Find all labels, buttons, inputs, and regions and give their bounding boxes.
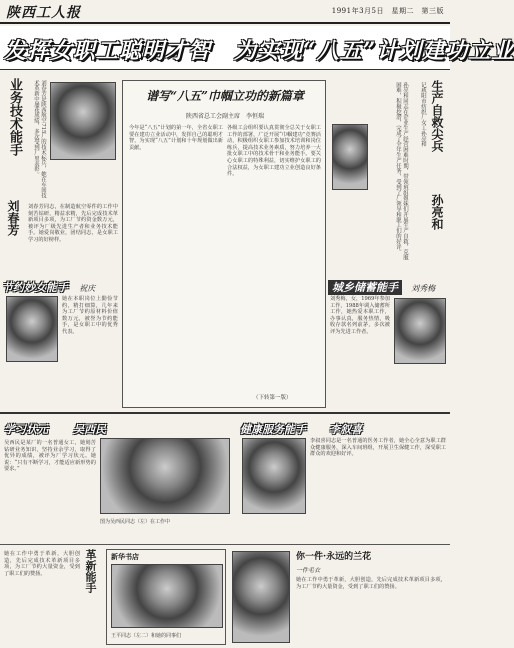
thrift-body: 她在本职岗位上勤俭节约，精打细算，几年来为工厂节约原材料价值数万元，被誉为节约能手，是女职工中的优秀代表。 [62, 296, 118, 335]
thrift-title-bar [2, 276, 118, 294]
headline-text: 发挥女职工聪明才智 为实现“八五”计划建功立业 [4, 38, 514, 64]
innovation-title: 革新能手 [84, 549, 97, 593]
right-profile-photo [332, 124, 368, 190]
right-profile-body: 孙亮和同志在企业生产经营困难时期，带领班组姐妹们开展生产自救，克服困难，积极挖潜，完成了全年生产任务，受到了厂领导和职工们的好评。 [395, 82, 408, 261]
bookstore-box [106, 549, 226, 645]
masthead [0, 0, 450, 24]
study-title: 学习状元 [4, 423, 48, 436]
savings-photo [394, 298, 446, 364]
savings-body: 刘秀梅，女，1969年参加工作，1988年调入储蓄所工作，她热爱本职工作，办事认真，服务热情，吸收存款名列前茅，多次被评为先进工作者。 [330, 296, 390, 335]
study-body: 吴西民是某厂的一名普通女工，她刻苦钻研业务知识，坚持业余学习，取得了优异的成绩，被评为厂学习状元。她说：“只有不断学习，才能适应新形势的要求。” [4, 440, 96, 473]
center-article-body: 各级工会组织要认真贯彻全总关于女职工工作的部署，广泛开展“巾帼建功”竞赛活动，积极组织女职工参加技术培训和岗位练兵，提高技术业务素质，努力培养一大批女职工中的技术骨干和业务能手。要关心女职工的特殊利益，切实维护女职工的合法权益，为女职工建功立业创造良好条件。 [227, 125, 321, 178]
bookstore-title: 新华书店 [111, 552, 139, 561]
center-article-byline: 陕西省总工会副主席 李恒瑞 [185, 113, 264, 120]
sweater-photo [232, 551, 290, 643]
sweater-body: 她在工作中勇于革新，大胆创造，先后完成技术革新项目多项，为工厂节约大量资金，受到了职工们的赞扬。 [296, 577, 446, 590]
center-article-footer: （下转第一版） [253, 395, 292, 401]
savings-section [328, 276, 450, 408]
right-profile-name: 孙亮和 [430, 194, 444, 230]
left-profile-side-text: 刘春芳是陕西航空715厂的技术标兵，她在车间技术革新中屡获成绩，多次受到厂里表彰。 [33, 80, 46, 199]
study-caption: 图为吴西民同志（左）在工作中 [100, 519, 171, 525]
savings-name: 刘秀梅 [411, 284, 436, 293]
health-title: 健康服务能手 [240, 423, 306, 436]
left-profile-name: 刘春芳 [6, 200, 20, 236]
thrift-section [0, 276, 120, 408]
thrift-photo [6, 296, 58, 362]
center-article [122, 80, 326, 408]
issue-date: 1991年3月5日 星期二 第三版 [331, 7, 444, 15]
right-profile-subtitle: 记咸阳市纺织厂女工孙亮和 [420, 82, 426, 147]
health-section [238, 416, 450, 542]
study-title-bar [4, 418, 232, 434]
bookstore-caption: 王平同志（左二）和她的同事们 [111, 633, 182, 639]
lower-row [0, 544, 450, 648]
health-title-bar [240, 418, 448, 434]
main-headline [0, 26, 514, 70]
sweater-subtitle: 一件毛衣 [296, 567, 321, 574]
left-profile-section [0, 72, 120, 272]
savings-title: 城乡储蓄能手 [328, 280, 402, 295]
thrift-name: 祝庆 [79, 284, 96, 293]
center-article-title: 谱写“八五”巾帼立功的新篇章 [146, 89, 304, 103]
left-profile-body: 刘春芳同志，在制造航空零件的工作中刻苦钻研，精益求精，先后完成技术革新项目多项，为工厂节约资金数万元，被评为厂级先进生产者和业务技术能手。她爱岗敬业，团结同志，是女职工学习的好榜样。 [28, 204, 118, 243]
study-section [0, 416, 236, 542]
health-body: 李叙喜同志是一名普通的医务工作者，她全心全意为职工群众健康服务，深入车间班组，开展卫生保健工作，深受职工群众的欢迎和好评。 [310, 438, 446, 458]
thrift-title: 节约妙女能手 [2, 281, 68, 294]
study-name: 吴西民 [73, 423, 107, 436]
left-profile-photo [50, 82, 116, 160]
health-name: 李叙喜 [329, 423, 363, 436]
left-profile-title: 业务技术能手 [7, 78, 22, 156]
savings-title-bar [328, 276, 450, 294]
right-profile-title: 生产自救尖兵 [430, 80, 444, 152]
newspaper-logo: 陕西工人报 [6, 5, 81, 21]
study-photo [100, 438, 230, 514]
section-divider [0, 412, 450, 414]
center-article-lead: 今年是“八五”计划的第一年，全省女职工要在建功立业活动中，发挥自己的聪明才智，为实现“八五”计划和十年规划做出新贡献。 [129, 125, 223, 151]
sweater-title: 你一件·永远的兰花 [296, 552, 372, 562]
right-profile-section [328, 72, 450, 272]
health-photo [242, 438, 306, 514]
bookstore-photo [111, 564, 223, 628]
sweater-section [296, 549, 446, 645]
innovation-body: 她在工作中勇于革新，大胆创造，先后完成技术革新项目多项，为工厂节约大量资金，受到了职工们的赞扬。 [4, 551, 80, 577]
